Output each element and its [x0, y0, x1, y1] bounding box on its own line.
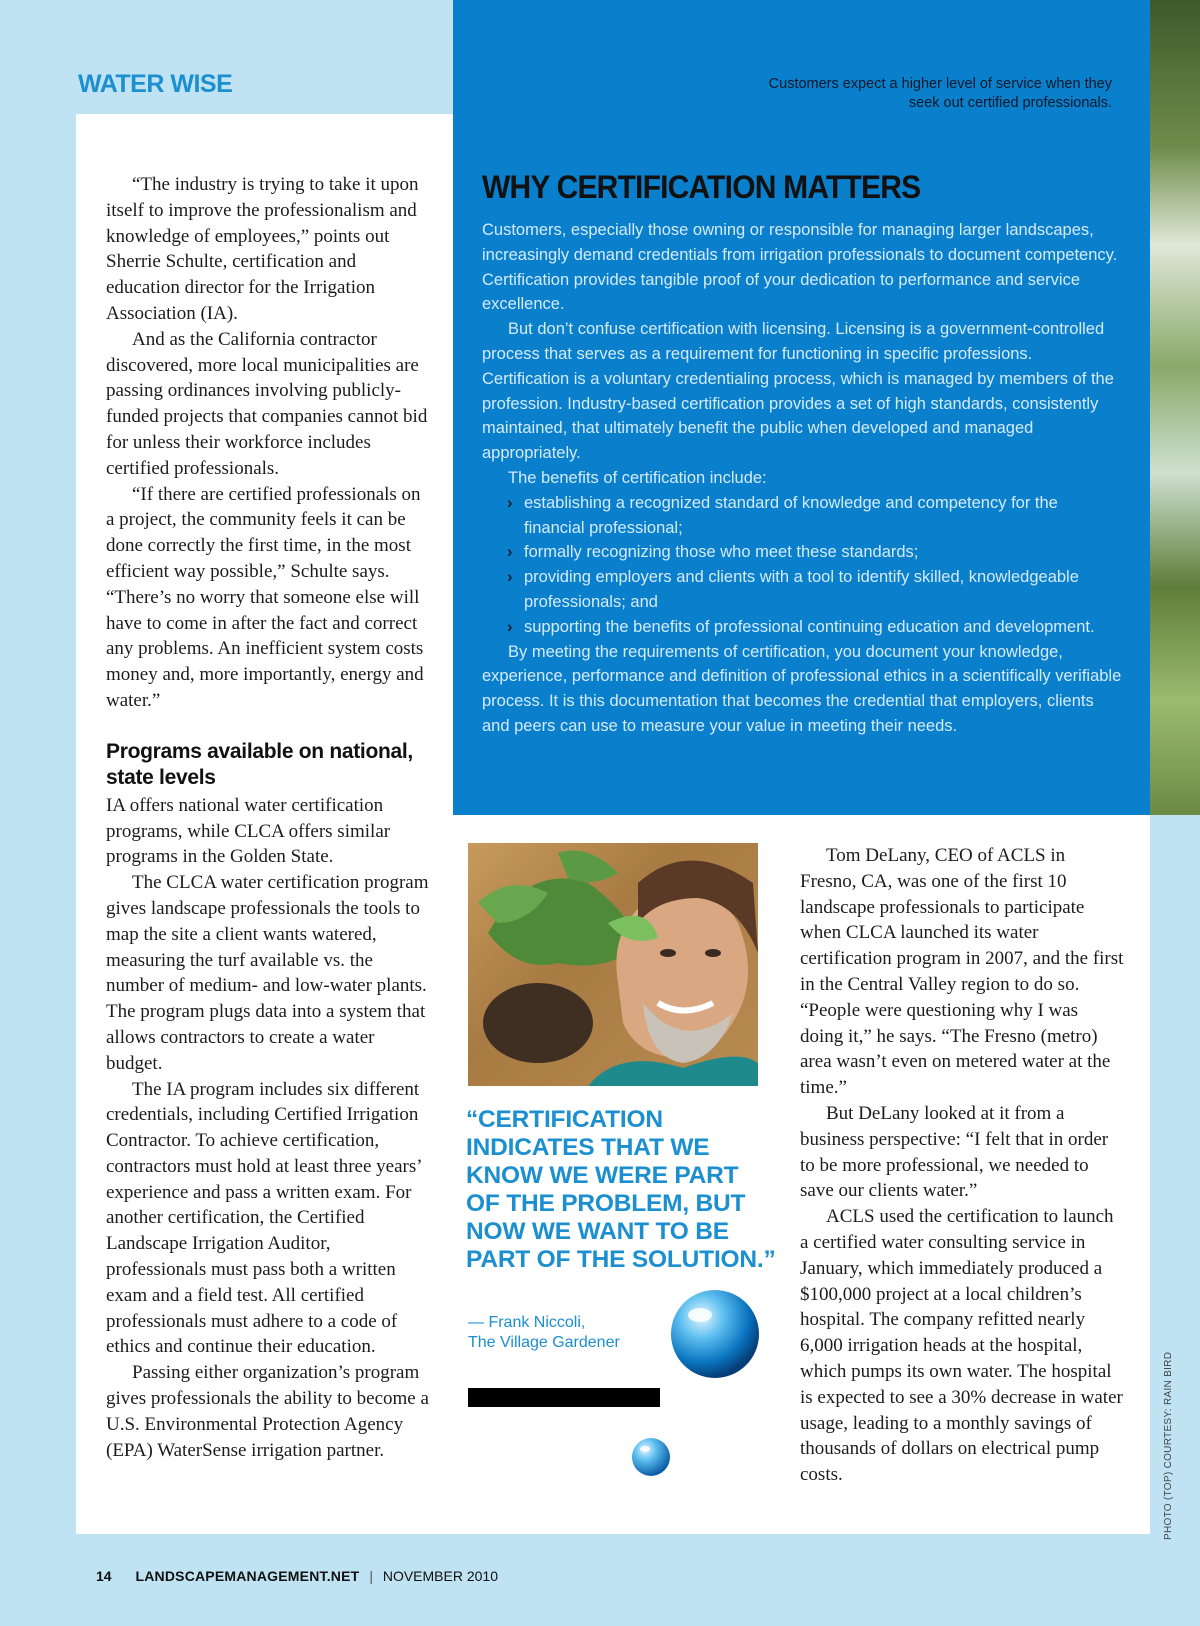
- attribution-name: — Frank Niccoli,: [468, 1314, 586, 1331]
- list-item: › establishing a recognized standard of knowledge and competency for the financial professional;: [507, 491, 1122, 541]
- article-paragraph: The IA program includes six different credentials, including Certified Irrigation Contractor. To achieve certification, contractors must hold at least three years’ experience and pass a written exam. For another certification, the Certified Landscape Irrigation Auditor, professionals must pass both a written exam and a field test. All certified professionals must adhere to a code of ethics and continue their education.: [106, 1078, 422, 1358]
- article-paragraph: And as the California contractor discovered, more local municipalities are passing ordinances involving publicly-funded projects that companies cannot bid for unless their workforce includes certified professionals.: [106, 328, 428, 479]
- pull-quote-attribution: [468, 1313, 668, 1353]
- small-water-drop-icon: [630, 1436, 672, 1478]
- photo-caption: Customers expect a higher level of service when they seek out certified professionals.: [768, 76, 1112, 111]
- list-item: › supporting the benefits of professional continuing education and development.: [507, 615, 1122, 640]
- chevron-right-icon: ›: [507, 493, 513, 512]
- website-link[interactable]: LANDSCAPEMANAGEMENT.NET: [135, 1568, 360, 1584]
- sidebar-heading: WHY CERTIFICATION MATTERS: [482, 170, 921, 206]
- article-column-right: [800, 843, 1126, 1488]
- article-paragraph: ACLS used the certification to launch a certified water consulting service in January, which immediately produced a $100,000 project at a local children’s hospital. The company refitted nearly 6,000 irrigation heads at the hospital, which pumps its own water. The hospital is expected to see a 30% decrease in water usage, leading to a monthly savings of thousands of dollars on electrical pump costs.: [800, 1206, 1123, 1486]
- photo-credit: PHOTO (TOP) COURTESY: RAIN BIRD: [1163, 1351, 1174, 1540]
- man-with-plant-illustration: [468, 843, 758, 1086]
- sidebar-paragraph: By meeting the requirements of certification, you document your knowledge, experience, performance and definition of professional ethics in a scientifically verifiable process. It is this documentation that becomes the credential that employers, clients and peers can use to measure your value in meeting their needs.: [482, 642, 1122, 735]
- article-paragraph: “If there are certified professionals on a project, the community feels it can be done correctly the first time, in the most efficient way possible,” Schulte says. “There’s no worry that someone else will have to come in after the fact and correct any problems. An inefficient system costs money and, more importantly, energy and water.”: [106, 483, 424, 711]
- pull-quote: “CERTIFICATION INDICATES THAT WE KNOW WE WERE PART OF THE PROBLEM, BUT NOW WE WANT TO BE PART OF THE SOLUTION.”: [466, 1106, 776, 1273]
- redaction-bar: [468, 1388, 660, 1407]
- lawn-photo: [1150, 0, 1200, 815]
- article-paragraph: Tom DeLany, CEO of ACLS in Fresno, CA, was one of the first 10 landscape professionals to participate when CLCA launched its water certification program in 2007, and the first in the Central Valley region to do so. “People were questioning why I was doing it,” he says. “The Fresno (metro) area wasn’t even on metered water at the time.”: [800, 845, 1124, 1099]
- sidebar-paragraph: But don’t confuse certification with licensing. Licensing is a government-controlled process that serves as a requirement for functioning in specific professions. Certification is a voluntary credentialing process, which is managed by members of the profession. Industry-based certification provides a set of high standards, consistently maintained, that ultimately benefit the public when developed and managed appropriately.: [482, 320, 1114, 463]
- article-paragraph: IA offers national water certification programs, while CLCA offers similar programs in the Golden State.: [106, 794, 391, 868]
- sidebar-paragraph: The benefits of certification include:: [508, 468, 767, 487]
- chevron-right-icon: ›: [507, 568, 513, 587]
- issue-date: NOVEMBER 2010: [382, 1568, 499, 1584]
- article-paragraph: “The industry is trying to take it upon itself to improve the professionalism and knowledge of employees,” points out Sherrie Schulte, certification and education director for the Irrigation Association (IA).: [106, 174, 419, 324]
- sidebar-body: [482, 218, 1122, 739]
- page-footer: [96, 1568, 498, 1584]
- article-paragraph: The CLCA water certification program gives landscape professionals the tools to map the site a client wants watered, measuring the turf available vs. the number of medium- and low-water plants. The program plugs data into a system that allows contractors to create a water budget.: [106, 872, 429, 1074]
- list-item: › formally recognizing those who meet these standards;: [507, 540, 1122, 565]
- section-title: WATER WISE: [78, 70, 233, 98]
- portrait-photo: [468, 843, 758, 1086]
- benefits-list: [482, 491, 1122, 640]
- page-number: 14: [96, 1568, 112, 1584]
- water-drop-icon: [668, 1287, 762, 1381]
- article-paragraph: Passing either organization’s program gives professionals the ability to become a U.S. Environmental Protection Agency (EPA) WaterSense irrigation partner.: [106, 1362, 429, 1461]
- list-item: › providing employers and clients with a tool to identify skilled, knowledgeable professionals; and: [507, 565, 1122, 615]
- article-paragraph: But DeLany looked at it from a business perspective: “I felt that in order to be more professional, we needed to save our clients water.”: [800, 1102, 1109, 1202]
- article-column-left: [106, 172, 429, 1463]
- footer-separator: |: [369, 1568, 373, 1584]
- chevron-right-icon: ›: [507, 543, 513, 562]
- article-subhead: Programs available on national, state levels: [106, 739, 413, 789]
- chevron-right-icon: ›: [507, 617, 513, 636]
- sidebar-paragraph: Customers, especially those owning or responsible for managing larger landscapes, increasingly demand credentials from irrigation professionals to document competency. Certification provides tangible proof of your dedication to performance and service excellence.: [482, 221, 1118, 314]
- attribution-company: The Village Gardener: [468, 1334, 620, 1351]
